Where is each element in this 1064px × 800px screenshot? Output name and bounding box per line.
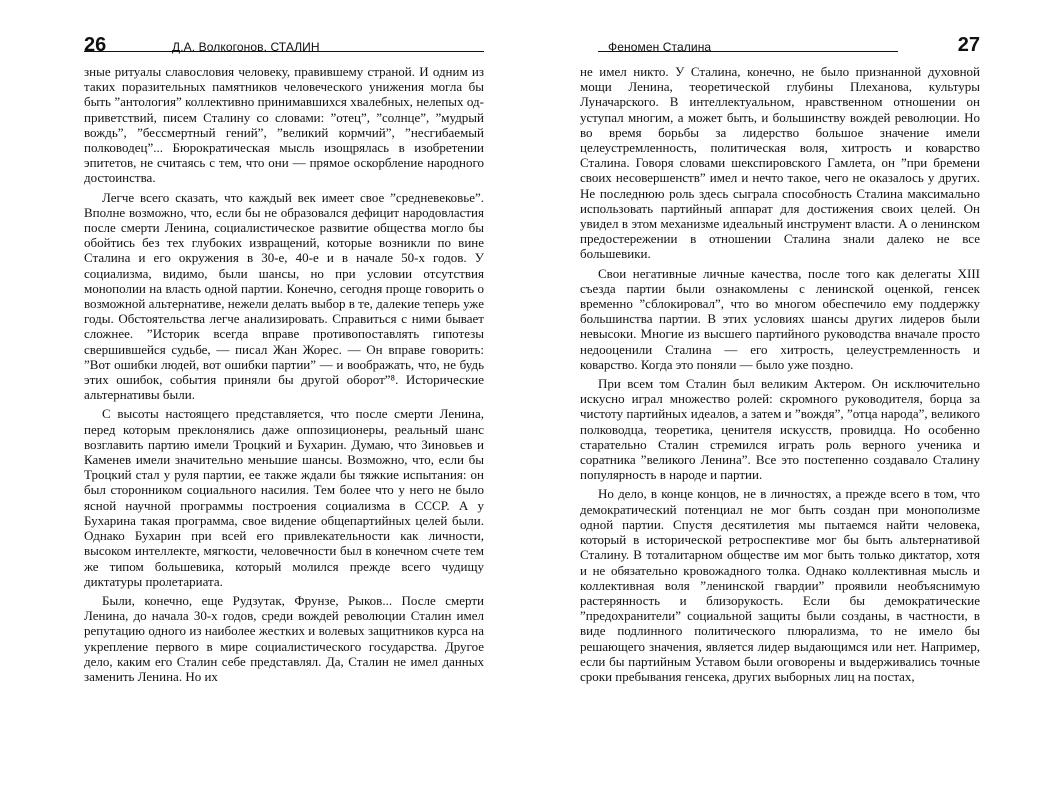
page-number-left: 26 [84, 34, 107, 56]
body-text-left [84, 64, 484, 688]
header-rule-left [84, 51, 484, 52]
body-text-right [580, 64, 980, 688]
paragraph: зные ритуалы славословия человеку, правившему страной. И одним из таких поразительных памятников человеческого унижения могла бы быть ”антология” коллективно принимавшихся хвалебных, нелепых од-приветствий, писем Сталину со словами: ”отец”, ”солнце”, ”мудрый вождь”, ”бессмертный гений”, ”великий кормчий”, ”несгибаемый полководец”... Бюрократическая мысль изощрялась в изобретении эпитетов, не считаясь с тем, что они — прямое оскорбление народного достоинства. [84, 64, 484, 186]
header-rule-right [598, 51, 898, 52]
paragraph: Свои негативные личные качества, после того как делегаты XIII съезда партии были ознакомлены с ленинской оценкой, генсек временно ”сблокировал”, что во многом обеспечило ему поддержку большинства партии. В этих условиях шансы других лидеров были невысоки. Многие из высшего партийного руководства вначале просто недооценили Сталина — его хитрость, целеустремленность и коварство. Когда это поняли — было уже поздно. [580, 265, 980, 372]
page-number-right: 27 [957, 34, 980, 56]
right-page [580, 0, 980, 800]
running-head-title-left: Д.А. Волкогонов. СТАЛИН [172, 40, 320, 54]
running-head-title-right: Феномен Сталина [608, 40, 712, 54]
paragraph: Были, конечно, еще Рудзутак, Фрунзе, Рыков... После смерти Ленина, до начала 30-х годов, среди вождей революции Сталин имел репутацию одного из наиболее жестких и волевых защитников курса на укрепление первого в мире социалистического государства. Другое дело, каким его Сталин себе представлял. Да, Сталин не имел данных заменить Ленина. Но их [84, 592, 484, 684]
paragraph: Легче всего сказать, что каждый век имеет свое ”средневековье”. Вполне возможно, что, если бы не образовался дефицит народовластия после смерти Ленина, социалистическое развитие общества могло бы обойтись без тех глубоких извращений, которые возникли по вине Сталина и его окружения в 30-е, 40-е и в начале 50-х годов. У социализма, видимо, были шансы, но при условии отсутствия монополии на власть одной партии. Конечно, сегодня проще говорить о возможной альтернативе, нежели делать выбор в те, далекие теперь уже годы. Обстоятельства легче анализировать. Справиться с ними бывает сложнее. ”Историк всегда вправе противопоставлять гипотезы свершившейся судьбе, — писал Жан Жорес. — Он вправе говорить: ”Вот ошибки людей, вот ошибки партии” — и воображать, что, не будь этих ошибок, события приняли бы другой оборот”⁸. Исторические альтернативы были. [84, 189, 484, 403]
running-head-left [84, 34, 484, 56]
paragraph: не имел никто. У Сталина, конечно, не было признанной духовной мощи Ленина, теоретической глубины Плеханова, культуры Луначарского. В интеллектуальном, нравственном отношении он уступал многим, а может быть, и большинству вождей революции. Но во время борьбы за лидерство большое значение имели целеустремленность, политическая воля, хитрость и коварство Сталина. Говоря словами шекспировского Гамлета, он ”при бремени своих несовершенств” имел и нечто такое, чего не оказалось у других. Не последнюю роль здесь сыграла способность Сталина максимально использовать партийный аппарат для достижения своих целей. Он увидел в этом механизме идеальный инструмент власти. А о ленинском предостережении в отношении Сталина знали далеко не все большевики. [580, 64, 980, 262]
left-page [84, 0, 484, 800]
paragraph: При всем том Сталин был великим Актером. Он исключительно искусно играл множество ролей: скромного руководителя, борца за чистоту партийных идеалов, а затем и ”вождя”, ”отца народа”, великого полководца, теоретика, ценителя искусств, провидца. Но особенно старательно Сталин стремился играть роль верного ученика и соратника ”великого Ленина”. Все это постепенно создавало Сталину популярность в народе и партии. [580, 376, 980, 483]
paragraph: С высоты настоящего представляется, что после смерти Ленина, перед которым преклонялись даже оппозиционеры, реальный шанс возглавить партию имели Троцкий и Бухарин. Думаю, что Зиновьев и Каменев имели значительно меньшие шансы. Возможно, что, если бы Троцкий стал у руля партии, ее также ждали бы тяжкие испытания: он был сторонником социального насилия. Тем более что у него не было ясной научной программы построения социализма в СССР. А у Бухарина такая программа, свое видение общепартийных целей были. Однако Бухарин при всей его привлекательности как личности, высоком интеллекте, мягкости, человечности был в конечном счете тем же типом большевика, который молился прежде всего чудищу диктатуры пролетариата. [84, 406, 484, 589]
paragraph: Но дело, в конце концов, не в личностях, а прежде всего в том, что демократический потенциал не мог быть создан при монополизме одной партии. Спустя десятилетия мы пытаемся найти человека, который в исторической ретроспективе мог бы быть альтернативой Сталину. В тоталитарном обществе им мог быть только диктатор, хотя и не обязательно кровожадного толка. Однако коллективная мысль и коллективная воля ”ленинской гвардии” проявили необъяснимую растерянность и близорукость. Если бы демократические ”предохранители” социальной защиты были созданы, в частности, в виде подлинного политического плюрализма, то не имело бы решающего значения, является лидер выдающимся или нет. Например, если бы партийным Уставом были оговорены и выдерживались точные сроки пребывания генсека, других выборных лиц на постах, [580, 486, 980, 684]
running-head-right [580, 34, 980, 56]
